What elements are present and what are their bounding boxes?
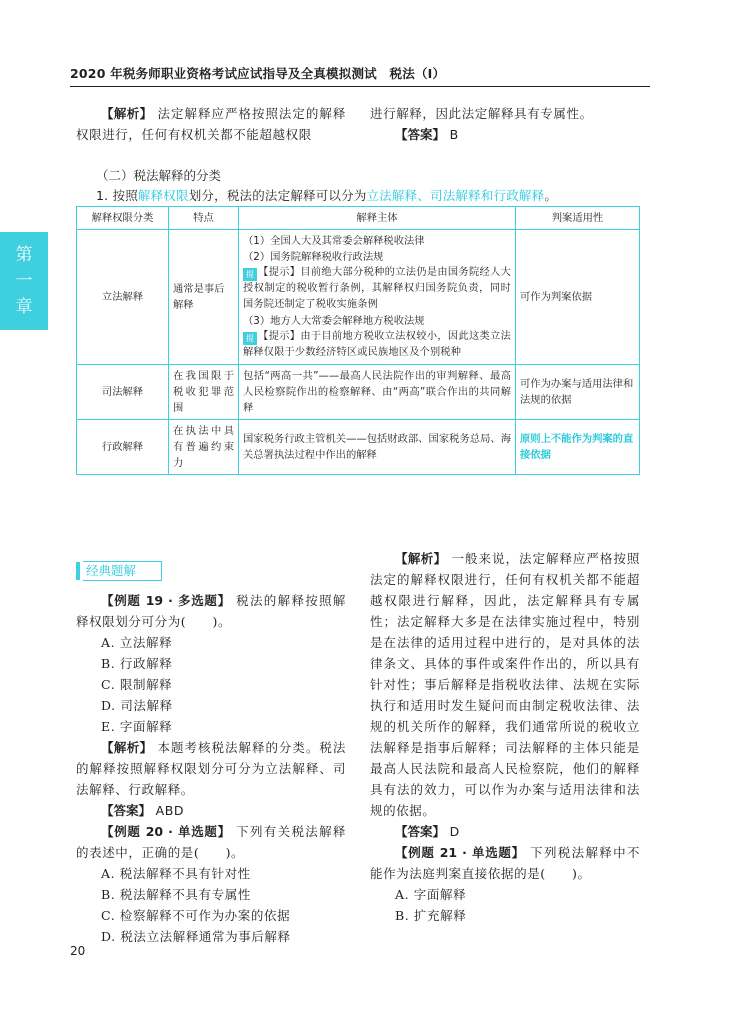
option: C. 限制解释 [101,677,173,692]
option: B. 行政解释 [101,656,173,671]
option: C. 检察解释不可作为办案的依据 [101,908,291,923]
category-cell: 立法解释 [77,230,169,365]
chapter-tab-char: 一 [15,271,33,291]
question-label: 【例题 21 · 单选题】 [395,845,525,860]
option: D. 司法解释 [101,698,173,713]
category-cell: 行政解释 [77,420,169,475]
table-row [77,420,640,475]
option: B. 税法解释不具有专属性 [101,887,251,902]
top-right-analysis [370,103,640,145]
tip-label: 【提示】 [258,267,301,278]
table-header-row [77,207,640,230]
left-column [76,590,346,947]
answer-label: 【答案】 [395,824,446,839]
table-header-cell: 特点 [169,207,239,230]
table-header-cell: 判案适用性 [516,207,640,230]
analysis-20 [370,548,640,821]
option: A. 字面解释 [395,887,467,902]
intro-text: 1. 按照 [96,188,138,203]
subject-cell [239,230,516,365]
chapter-tab [0,232,48,330]
analysis-text: 法定解释应严格按照法定的解释权限进行，任何有权机关都不能超越权限 [76,106,346,142]
tip-icon: 提 [243,332,257,345]
option: A. 税法解释不具有针对性 [101,866,251,881]
table-header-cell: 解释主体 [239,207,516,230]
option: B. 扩充解释 [395,908,467,923]
feature-cell: 在执法中具有普遍约束力 [169,420,239,475]
question-label: 【例题 19 · 多选题】 [101,593,231,608]
header-rule [70,86,650,87]
intro-text: 。 [544,188,558,203]
subject-cell: 国家税务行政主管机关——包括财政部、国家税务总局、海关总署执法过程中作出的解释 [239,420,516,475]
answer-value: D [449,824,460,839]
applicability-cell: 原则上不能作为判案的直接依据 [516,420,640,475]
right-column [370,548,640,926]
tip-text: 目前绝大部分税种的立法仍是由国务院经人大授权制定的税收暂行条例，其解释权归国务院负责，同时国务院还制定了税收实施条例 [243,267,511,310]
badge-label: 经典题解 [83,561,162,581]
section-intro [96,186,656,204]
feature-cell: 通常是事后解释 [169,230,239,365]
analysis-label: 【解析】 [101,106,153,121]
badge-bar [76,562,80,580]
intro-text: 划分，税法的法定解释可以分为 [188,188,367,203]
tip-text: 由于目前地方税收立法权较小，因此这类立法解释仅限于少数经济特区或民族地区及个别税种 [243,331,511,358]
tip-note [243,265,511,313]
intro-highlight: 解释权限 [137,188,189,203]
tip-label: 【提示】 [258,331,301,342]
intro-highlight: 立法解释、司法解释和行政解释 [366,188,545,203]
chapter-tab-char: 第 [15,245,33,265]
question-20 [76,821,346,863]
table-row [77,230,640,365]
answer-value: B [449,127,459,142]
question-text: 下列税法解释中不能作为法庭判案直接依据的是( )。 [370,845,640,881]
answer-value: ABD [155,803,185,818]
option: A. 立法解释 [101,635,173,650]
analysis-text: 一般来说，法定解释应严格按照法定的解释权限进行，任何有权机关都不能超越权限进行解释，因此，法定解释具有专属性；法定解释大多是在法律实施过程中，特别是在法律的适用过程中进行的，是对具体的法律条文、具体的事件或案件作出的，所以具有针对性；事后解释是指税收法律、法规在实际执行和适用时发生疑问而由制定税收法律、法规的机关所作的解释，我们通常所说的税收立法解释是指事后解释；司法解释的主体只能是最高人民法院和最高人民检察院，他们的解释具有法的效力，可以作为办案与适用法律和法规的依据。 [370,551,640,818]
analysis-19 [76,737,346,800]
tip-icon: 提 [243,268,257,281]
feature-cell: 在我国限于税收犯罪范围 [169,365,239,420]
question-21 [370,842,640,884]
answer-19 [76,800,346,821]
subject-item: （2）国务院解释税收行政法规 [243,251,384,263]
answer-20 [370,821,640,842]
answer-label: 【答案】 [395,127,446,142]
table-row [77,365,640,420]
analysis-label: 【解析】 [395,551,447,566]
category-cell: 司法解释 [77,365,169,420]
answer-label: 【答案】 [101,803,152,818]
question-text: 税法的解释按照解释权限划分可分为( )。 [76,593,346,629]
option: D. 税法立法解释通常为事后解释 [101,929,291,944]
table-header-cell: 解释权限分类 [77,207,169,230]
subject-cell: 包括“两高一共”——最高人民法院作出的审判解释、最高人民检察院作出的检察解释、由“两高”联合作出的共同解释 [239,365,516,420]
subject-item: （3）地方人大常委会解释地方税收法规 [243,315,425,327]
applicability-cell: 可作为办案与适用法律和法规的依据 [516,365,640,420]
running-header: 2020 年税务师职业资格考试应试指导及全真模拟测试 税法（Ⅰ） [70,66,446,81]
top-left-analysis [76,103,346,145]
analysis-text: 本题考核税法解释的分类。税法的解释按照解释权限划分可分为立法解释、司法解释、行政解释。 [76,740,346,797]
applicability-cell: 可作为判案依据 [516,230,640,365]
subject-item: （1）全国人大及其常委会解释税收法律 [243,235,425,247]
analysis-text-continued: 进行解释，因此法定解释具有专属性。 [370,106,593,121]
interpretation-table [76,206,640,475]
question-text: 下列有关税法解释的表述中，正确的是( )。 [76,824,346,860]
option: E. 字面解释 [101,719,173,734]
question-label: 【例题 20 · 单选题】 [101,824,231,839]
page-number: 20 [70,944,86,958]
chapter-tab-char: 章 [15,297,33,317]
analysis-label: 【解析】 [101,740,153,755]
question-19 [76,590,346,632]
tip-note [243,329,511,361]
section-title: （二）税法解释的分类 [96,168,222,183]
classic-examples-badge [76,560,162,582]
